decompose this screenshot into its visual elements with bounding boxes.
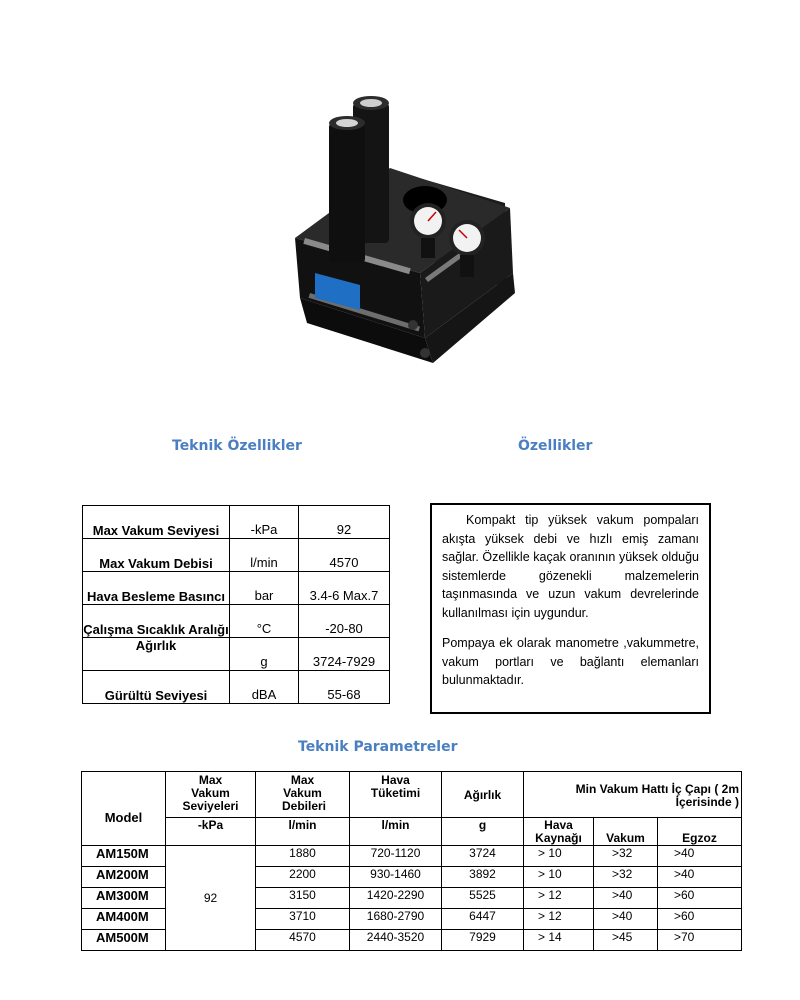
model-cell: AM500M — [82, 930, 166, 951]
exhaust-cell: >40 — [658, 867, 742, 888]
model-cell: AM150M — [82, 846, 166, 867]
spec-value: 55-68 — [299, 671, 390, 704]
consumption-cell: 930-1460 — [350, 867, 442, 888]
air-supply-header: Hava Kaynağı — [524, 818, 594, 846]
spec-label: Ağırlık — [83, 638, 230, 671]
spec-row — [83, 605, 390, 638]
weight-cell: 7929 — [442, 930, 524, 951]
weight-cell: 5525 — [442, 888, 524, 909]
spec-unit: °C — [230, 605, 299, 638]
spec-unit: dBA — [230, 671, 299, 704]
spec-unit: bar — [230, 572, 299, 605]
spec-label: Max Vakum Debisi — [83, 539, 230, 572]
weight-cell: 3892 — [442, 867, 524, 888]
technical-parameters-heading: Teknik Parametreler — [298, 739, 458, 755]
description-paragraph: Kompakt tip yüksek vakum pompaları akışta yüksek debi ve hızlı emiş zamanı sağlar. Özellikle kaçak oranının yüksek olduğu sistemlerde gözenekli malzemelerin taşınmasında ve uzun vakum devrelerinde kullanılması için uygundur. — [442, 513, 699, 620]
exhaust-cell: >60 — [658, 909, 742, 930]
consumption-cell: 1680-2790 — [350, 909, 442, 930]
model-cell: AM400M — [82, 909, 166, 930]
spec-label: Çalışma Sıcaklık Aralığı — [83, 605, 230, 638]
consumption-unit: l/min — [350, 818, 442, 846]
weight-cell: 3724 — [442, 846, 524, 867]
min-line-header: Min Vakum Hattı İç Çapı ( 2m İçerisinde ) — [524, 772, 742, 818]
air-cell: > 10 — [524, 867, 594, 888]
flow-cell: 3150 — [256, 888, 350, 909]
params-table-wrapper — [81, 771, 740, 951]
model-cell: AM300M — [82, 888, 166, 909]
max-vac-level-header: Max Vakum Seviyeleri — [166, 772, 256, 818]
description-paragraph: Pompaya ek olarak manometre ,vakummetre, vakum portları ve bağlantı elemanları bulunmaktadır. — [442, 636, 699, 687]
air-cell: > 12 — [524, 888, 594, 909]
spec-unit: -kPa — [230, 506, 299, 539]
spec-row — [83, 572, 390, 605]
consumption-cell: 2440-3520 — [350, 930, 442, 951]
spec-row — [83, 638, 390, 671]
params-unit-row — [82, 818, 742, 846]
air-cell: > 12 — [524, 909, 594, 930]
description-box — [430, 503, 711, 714]
exhaust-cell: >60 — [658, 888, 742, 909]
flow-cell: 3710 — [256, 909, 350, 930]
weight-unit: g — [442, 818, 524, 846]
air-cell: > 10 — [524, 846, 594, 867]
air-cell: > 14 — [524, 930, 594, 951]
spec-value: 92 — [299, 506, 390, 539]
spec-value: -20-80 — [299, 605, 390, 638]
features-heading: Özellikler — [518, 438, 593, 454]
max-vac-flow-header: Max Vakum Debileri — [256, 772, 350, 818]
flow-cell: 4570 — [256, 930, 350, 951]
spec-label: Hava Besleme Basıncı — [83, 572, 230, 605]
exhaust-cell: >70 — [658, 930, 742, 951]
vacuum-cell: >32 — [594, 846, 658, 867]
spec-label: Max Vakum Seviyesi — [83, 506, 230, 539]
spec-label: Gürültü Seviyesi — [83, 671, 230, 704]
spec-table — [82, 505, 390, 704]
air-consumption-header: Hava Tüketimi — [350, 772, 442, 818]
vacuum-cell: >40 — [594, 909, 658, 930]
spec-row — [83, 539, 390, 572]
spec-value: 3.4-6 Max.7 — [299, 572, 390, 605]
flow-cell: 2200 — [256, 867, 350, 888]
spec-unit: g — [230, 638, 299, 671]
spec-unit: l/min — [230, 539, 299, 572]
flow-cell: 1880 — [256, 846, 350, 867]
flow-unit: l/min — [256, 818, 350, 846]
params-header-row — [82, 772, 742, 818]
spec-value: 3724-7929 — [299, 638, 390, 671]
weight-header: Ağırlık — [442, 772, 524, 818]
product-image — [285, 88, 525, 368]
vacuum-header: Vakum — [594, 818, 658, 846]
spec-value: 4570 — [299, 539, 390, 572]
table-row — [82, 846, 742, 867]
level-unit: -kPa — [166, 818, 256, 846]
model-cell: AM200M — [82, 867, 166, 888]
technical-features-heading: Teknik Özellikler — [172, 438, 302, 454]
params-table — [81, 771, 742, 951]
consumption-cell: 720-1120 — [350, 846, 442, 867]
exhaust-cell: >40 — [658, 846, 742, 867]
spec-row — [83, 506, 390, 539]
vacuum-cell: >40 — [594, 888, 658, 909]
model-header: Model — [82, 772, 166, 846]
exhaust-header: Egzoz — [658, 818, 742, 846]
consumption-cell: 1420-2290 — [350, 888, 442, 909]
vacuum-cell: >32 — [594, 867, 658, 888]
vacuum-cell: >45 — [594, 930, 658, 951]
weight-cell: 6447 — [442, 909, 524, 930]
shared-level-cell: 92 — [166, 846, 256, 951]
spec-row — [83, 671, 390, 704]
